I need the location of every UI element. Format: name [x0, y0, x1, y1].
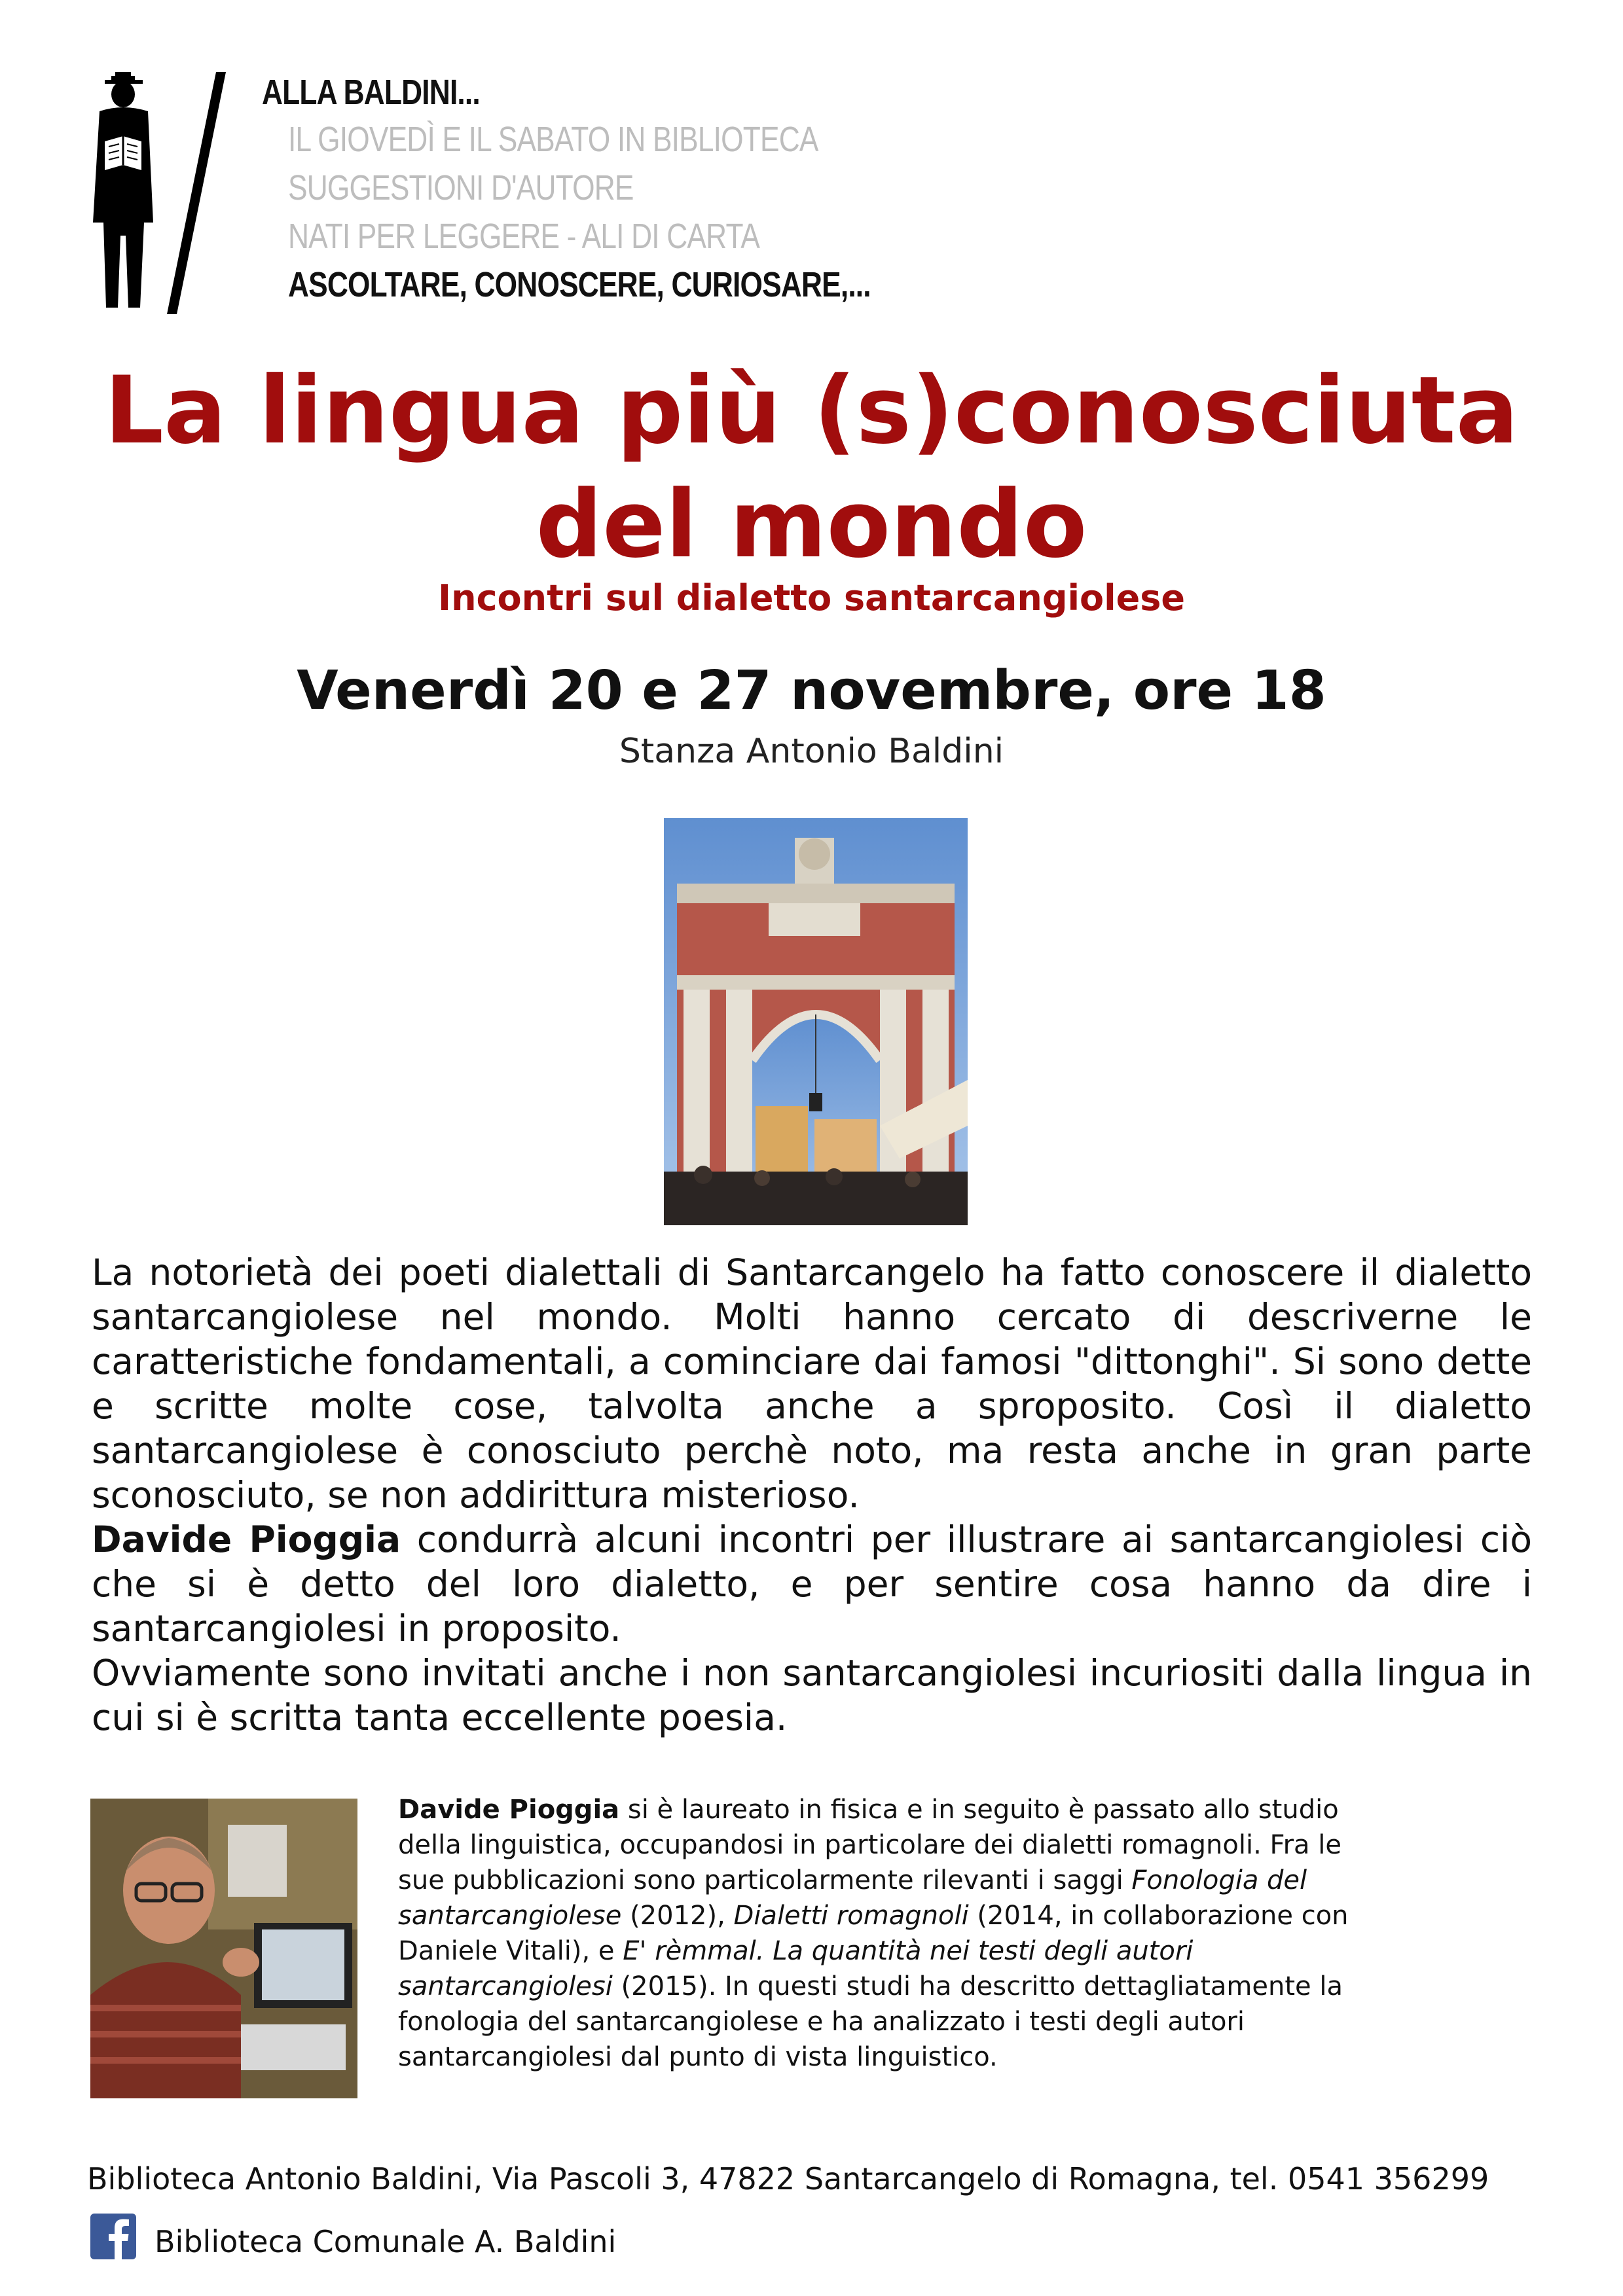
bio-book-1: Fonologia del santarcangiolese [398, 1865, 1307, 1931]
description-paragraph-3: Ovviamente sono invitati anche i non santarcangiolesi incuriositi dalla lingua in cui si è scritta tanta eccellente poesia. [92, 1652, 1532, 1738]
author-bio [398, 1792, 1380, 2075]
bio-text-4: (2015). In questi studi ha descritto dettagliatamente la fonologia del santarcangiolese e ha analizzato i testi degli autori santarcangiolesi dal punto di vista linguistico. [398, 1971, 1343, 2072]
event-date: Venerdì 20 e 27 novembre, ore 18 [297, 660, 1326, 722]
header-line-alla-baldini: ALLA BALDINI... [262, 73, 480, 112]
bio-text-1: si è laureato in fisica e in seguito è passato allo studio della linguistica, occupandosi in particolare dei dialetti romagnoli. Fra le sue pubblicazioni sono particolarmente rilevanti i saggi [398, 1795, 1341, 1895]
bio-book-2: Dialetti romagnoli [733, 1901, 969, 1931]
header-line-giovedi-sabato: IL GIOVEDÌ E IL SABATO IN BIBLIOTECA [288, 120, 818, 159]
event-venue: Stanza Antonio Baldini [619, 732, 1004, 771]
bio-author-name: Davide Pioggia [398, 1795, 620, 1825]
header-line-ascoltare: ASCOLTARE, CONOSCERE, CURIOSARE,... [288, 265, 871, 304]
description-speaker-name: Davide Pioggia [92, 1518, 401, 1560]
bio-text-2: (2012), [621, 1901, 734, 1931]
library-address: Biblioteca Antonio Baldini, Via Pascoli 3, 47822 Santarcangelo di Romagna, tel. 0541 356299 [87, 2161, 1489, 2197]
arch-photo [664, 818, 968, 1225]
facebook-icon[interactable] [90, 2214, 136, 2259]
description-paragraph-2 [92, 1517, 1532, 1651]
event-subtitle: Incontri sul dialetto santarcangiolese [438, 577, 1185, 619]
bio-text-3: (2014, in collaborazione con Daniele Vitali), e [398, 1901, 1349, 1966]
event-title-line2: del mondo [536, 471, 1087, 579]
event-description [92, 1250, 1532, 1740]
header-line-suggestioni: SUGGESTIONI D'AUTORE [288, 168, 634, 207]
description-paragraph-1: La notorietà dei poeti dialettali di Santarcangelo ha fatto conoscere il dialetto santarcangiolese nel mondo. Molti hanno cercato di descriverne le caratteristiche fondamentali, a cominciare dai famosi "dittonghi". Si sono dette e scritte molte cose, talvolta anche a sproposito. Così il dialetto santarcangiolese è conosciuto perchè noto, ma resta anche in gran parte sconosciuto, se non addirittura misterioso. [92, 1251, 1532, 1516]
bio-book-3: E' rèmmal. La quantità nei testi degli autori santarcangiolesi [398, 1936, 1194, 2001]
event-title-line1: La lingua più (s)conosciuta [104, 357, 1519, 465]
header-line-nati-per-leggere: NATI PER LEGGERE - ALI DI CARTA [288, 217, 760, 256]
facebook-page-name[interactable]: Biblioteca Comunale A. Baldini [155, 2224, 617, 2259]
description-paragraph-2-text: condurrà alcuni incontri per illustrare ai santarcangiolesi ciò che si è detto del loro dialetto, e per sentire cosa hanno da dire i santarcangiolesi in proposito. [92, 1518, 1532, 1649]
author-portrait [90, 1799, 357, 2098]
reading-man-logo [85, 72, 242, 314]
